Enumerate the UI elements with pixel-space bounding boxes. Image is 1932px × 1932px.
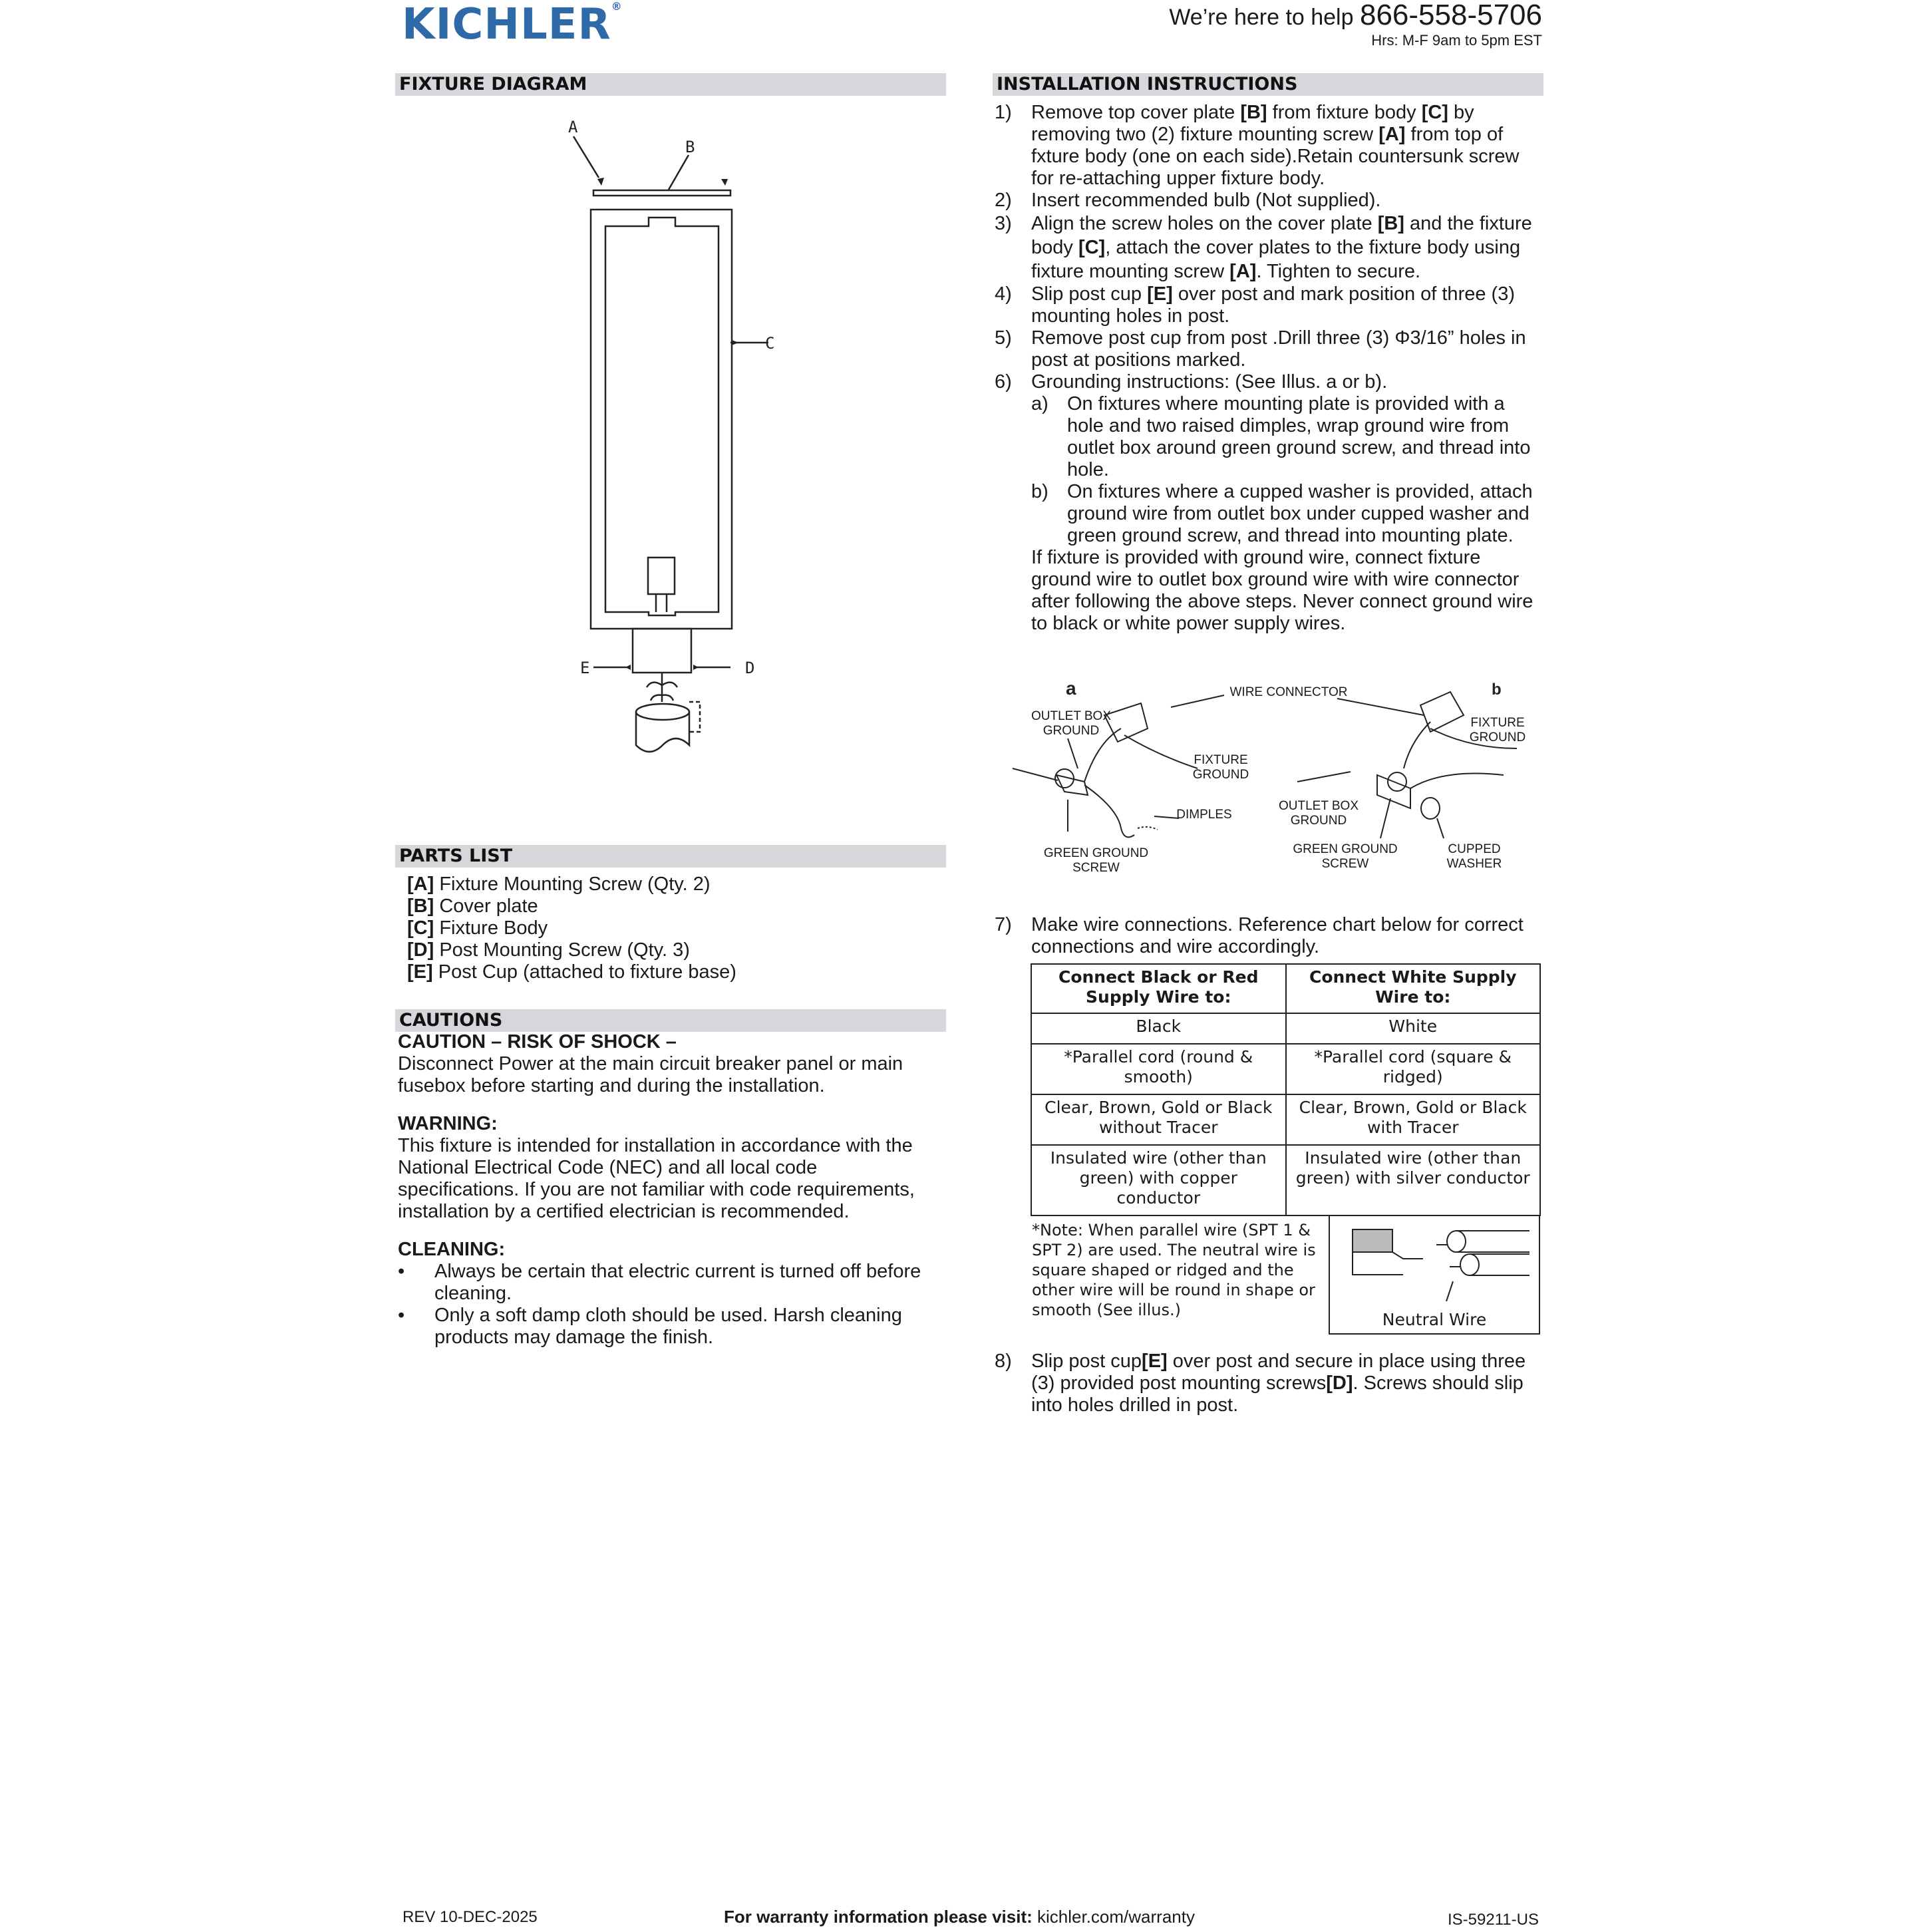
table-header: Connect Black or Red Supply Wire to: — [1031, 964, 1286, 1013]
step-6a: a) On fixtures where mounting plate is provided with a hole and two raised dimples, wrap ground wire from outlet box around green ground screw, and thread into hole. — [1031, 393, 1531, 480]
label-c: C — [765, 334, 775, 353]
label-wire-connector: WIRE CONNECTOR — [1229, 685, 1348, 699]
label-e: E — [580, 659, 590, 677]
cupped-washer-shape — [1421, 798, 1440, 819]
label-green-ground-screw-b: GREEN GROUND SCREW — [1293, 842, 1398, 871]
cleaning-item: • Always be certain that electric current is turned off before cleaning. — [398, 1261, 921, 1304]
step-5: 5) Remove post cup from post .Drill three (3) Φ3/16” holes in post at positions marked. — [995, 327, 1526, 371]
bulb-socket — [648, 558, 675, 594]
logo-registered-mark: ® — [611, 0, 623, 13]
fixture-body-inner — [605, 218, 719, 615]
fixture-diagram-heading: FIXTURE DIAGRAM — [395, 73, 946, 96]
label-d: D — [745, 659, 755, 677]
warranty-info — [724, 1907, 1195, 1927]
wire-connection-table — [1031, 963, 1541, 1216]
logo-text: KICHLER — [402, 0, 611, 49]
step-1: 1) Remove top cover plate [B] from fixture body [C] by removing two (2) fixture mounting screw [A] from top of fxture body (one on each side).Retain countersunk screw for re-attaching upper fixture body. — [995, 102, 1520, 189]
warranty-label: For warranty information please visit: — [724, 1907, 1033, 1927]
post-top — [636, 704, 689, 720]
screw-a-left — [597, 178, 604, 186]
neutral-wire-illustration — [1330, 1215, 1540, 1301]
table-row — [1031, 1013, 1540, 1044]
part-item: [C] Fixture Body — [407, 917, 548, 939]
table-cell: Insulated wire (other than green) with silver conductor — [1286, 1145, 1541, 1215]
step-3: 3) Align the screw holes on the cover plate [B] and the fixture body [C], attach the cover plates to the fixture body using fixture mounting screw [A]. Tighten to secure. — [995, 213, 1532, 282]
label-fixture-ground-a: FIXTURE GROUND — [1192, 753, 1249, 782]
document-id: IS-59211-US — [1448, 1911, 1539, 1929]
step-4: 4) Slip post cup [E] over post and mark position of three (3) mounting holes in post. — [995, 283, 1515, 327]
post-cup-shape — [633, 629, 691, 673]
outlet-wire-b — [1297, 772, 1351, 782]
neutral-wire-box — [1329, 1215, 1540, 1335]
warning-text: This fixture is intended for installation in accordance with the National Electrical Code (NEC) and all local code specifications. If you are not familiar with code requirements, installation by a certified electrician is recommended. — [398, 1135, 915, 1222]
fixture-diagram — [559, 116, 798, 782]
label-cupped-washer: CUPPED WASHER — [1446, 842, 1502, 871]
table-header-row — [1031, 964, 1540, 1013]
table-cell: *Parallel cord (square & ridged) — [1286, 1044, 1541, 1094]
table-cell: *Parallel cord (round & smooth) — [1031, 1044, 1286, 1094]
parts-list-heading: PARTS LIST — [395, 845, 946, 868]
kichler-logo — [402, 0, 623, 49]
parts-list — [407, 874, 939, 983]
step-6-note: If fixture is provided with ground wire, connect fixture ground wire to outlet box ground wire with wire connector after following the above steps. Never connect ground wire to black or white power supply wires. — [1031, 547, 1533, 634]
label-fixture-ground-b: FIXTURE GROUND — [1469, 716, 1526, 744]
table-row — [1031, 1094, 1540, 1145]
label-dimples: DIMPLES — [1176, 808, 1232, 822]
table-row — [1031, 1044, 1540, 1094]
help-text: We’re here to help — [1169, 5, 1354, 30]
neutral-wire-label: Neutral Wire — [1382, 1310, 1487, 1329]
cautions-heading: CAUTIONS — [395, 1009, 946, 1032]
fixture-wire-b — [1404, 722, 1430, 768]
installation-heading: INSTALLATION INSTRUCTIONS — [993, 73, 1543, 96]
ridged-wire-shape — [1353, 1229, 1392, 1252]
step-7-block — [995, 914, 1541, 958]
table-header: Connect White Supply Wire to: — [1286, 964, 1541, 1013]
parallel-wire-note: *Note: When parallel wire (SPT 1 & SPT 2) are used. The neutral wire is square shaped or ridged and the other wire will be round in shape or smooth (See illus.) — [1032, 1221, 1316, 1319]
warning-title: WARNING: — [398, 1113, 498, 1134]
green-screw-b — [1388, 772, 1406, 791]
shock-text: Disconnect Power at the main circuit breaker panel or main fusebox before starting and during the installation. — [398, 1053, 903, 1096]
warranty-link[interactable]: kichler.com/warranty — [1037, 1907, 1195, 1927]
illus-label-b: b — [1492, 681, 1502, 699]
table-cell: Clear, Brown, Gold or Black without Tracer — [1031, 1094, 1286, 1145]
label-outlet-box-ground-b: OUTLET BOX GROUND — [1278, 799, 1359, 828]
leader-a — [573, 136, 599, 178]
table-row — [1031, 1145, 1540, 1215]
step-2: 2) Insert recommended bulb (Not supplied). — [995, 190, 1381, 211]
shock-title: CAUTION – RISK OF SHOCK – — [398, 1031, 677, 1052]
cover-plate-shape — [593, 190, 730, 196]
step-6: 6) Grounding instructions: (See Illus. a or b). — [995, 371, 1388, 393]
table-cell: Insulated wire (other than green) with copper conductor — [1031, 1145, 1286, 1215]
step-8-block — [995, 1351, 1541, 1416]
neutral-leader — [1446, 1281, 1453, 1301]
label-green-ground-screw-a: GREEN GROUND SCREW — [1043, 846, 1149, 875]
part-item: [E] Post Cup (attached to fixture base) — [407, 961, 736, 983]
ground-wire-b — [1410, 774, 1504, 789]
table-cell: Clear, Brown, Gold or Black with Tracer — [1286, 1094, 1541, 1145]
revision-date: REV 10-DEC-2025 — [402, 1908, 538, 1926]
cleaning-title: CLEANING: — [398, 1239, 506, 1260]
outlet-wire-a — [1013, 768, 1058, 780]
fixture-body-outer — [591, 210, 732, 629]
cleaning-item: • Only a soft damp cloth should be used. Harsh cleaning products may damage the finish. — [398, 1305, 902, 1348]
label-outlet-box-ground-a: OUTLET BOX GROUND — [1031, 709, 1111, 738]
part-item: [B] Cover plate — [407, 895, 538, 917]
step-6b: b) On fixtures where a cupped washer is provided, attach ground wire from outlet box under cupped washer and green ground screw, and thread into mounting plate. — [1031, 481, 1533, 546]
help-hours: Hrs: M-F 9am to 5pm EST — [1371, 32, 1542, 49]
cautions-body — [398, 1031, 943, 1349]
round-wire-end — [1447, 1231, 1466, 1252]
leader-b — [669, 155, 689, 190]
installation-steps — [995, 102, 1541, 635]
part-item: [D] Post Mounting Screw (Qty. 3) — [407, 939, 690, 961]
label-b: B — [685, 138, 695, 156]
step-7: 7) Make wire connections. Reference chart below for correct connections and wire accordingly. — [995, 914, 1524, 957]
table-cell: White — [1286, 1013, 1541, 1044]
ground-wire-a — [1084, 785, 1134, 837]
help-phone: 866-558-5706 — [1359, 0, 1542, 31]
step-8: 8) Slip post cup[E] over post and secure in place using three (3) provided post mounting screws[D]. Screws should slip into holes drilled in post. — [995, 1351, 1526, 1416]
part-item: [A] Fixture Mounting Screw (Qty. 2) — [407, 874, 711, 895]
screw-a-right — [721, 179, 728, 186]
table-cell: Black — [1031, 1013, 1286, 1044]
illus-label-a: a — [1066, 678, 1076, 699]
help-contact — [1169, 0, 1542, 49]
label-a: A — [568, 118, 578, 136]
